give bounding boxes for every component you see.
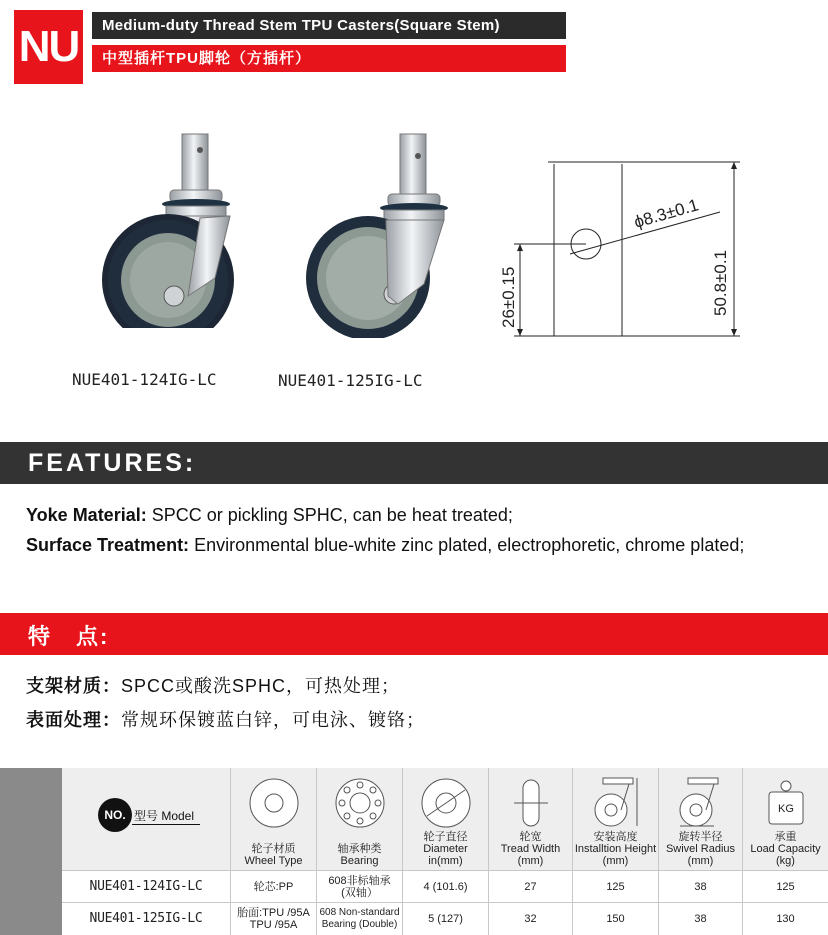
row-installation-height: 150	[572, 903, 658, 935]
header-bearing: 轴承种类 Bearing	[316, 768, 402, 870]
height-dimension-left: 26±0.15	[499, 266, 518, 328]
feature-yoke: Yoke Material: SPCC or pickling SPHC, can be heat treated;	[26, 505, 513, 525]
row-tread-width: 27	[488, 871, 572, 902]
row-bearing: 608非标轴承 (双轴）	[316, 871, 402, 902]
header-installation-height: 安装高度 Installtion Height (mm)	[572, 768, 658, 870]
features-cn-title: 特 点:	[28, 624, 110, 649]
table-row	[62, 902, 828, 935]
title-english: Medium-duty Thread Stem TPU Casters(Square Stem)	[92, 12, 566, 39]
row-swivel-radius: 38	[658, 871, 742, 902]
row-wheel-type: 轮芯:PP	[230, 871, 316, 902]
header-diameter: 轮子直径 Diameter in(mm)	[402, 768, 488, 870]
spec-table	[0, 768, 828, 935]
caster-image-124	[90, 128, 250, 328]
row-diameter: 4 (101.6)	[402, 871, 488, 902]
swivel-radius-icon	[674, 776, 728, 830]
row-tread-width: 32	[488, 903, 572, 935]
title-chinese: 中型插杆TPU脚轮（方插杆）	[92, 45, 566, 72]
row-bearing: 608 Non-standard Bearing (Double)	[316, 903, 402, 935]
model-header-underline	[132, 824, 200, 825]
row-wheel-type: 胎面:TPU /95A TPU /95A	[230, 903, 316, 935]
tread-width-icon	[504, 776, 558, 830]
row-load-capacity: 130	[742, 903, 828, 935]
stem-dimension-drawing	[490, 150, 750, 350]
model-header: 型号 Model	[134, 809, 195, 823]
table-side-column	[0, 768, 62, 935]
installation-height-icon	[589, 776, 643, 830]
bearing-icon	[333, 776, 387, 830]
table-row	[62, 870, 828, 902]
svg-text:KG: KG	[778, 803, 794, 815]
table-header	[62, 768, 828, 870]
product-label: NUE401-125IG-LC	[278, 371, 423, 390]
features-title: FEATURES:	[28, 449, 197, 477]
no-badge: NO.	[98, 798, 132, 832]
feature-surface: Surface Treatment: Environmental blue-white zinc plated, electrophoretic, chrome plated;	[26, 535, 745, 555]
row-swivel-radius: 38	[658, 903, 742, 935]
features-cn-banner	[0, 613, 828, 655]
hole-dimension: ϕ8.3±0.1	[631, 195, 701, 232]
row-diameter: 5 (127)	[402, 903, 488, 935]
row-installation-height: 125	[572, 871, 658, 902]
header-tread-width: 轮宽 Tread Width (mm)	[488, 768, 572, 870]
header-swivel-radius: 旋转半径 Swivel Radius (mm)	[658, 768, 742, 870]
row-model: NUE401-124IG-LC	[89, 878, 203, 894]
feature-cn-yoke: 支架材质：SPCC或酸洗SPHC，可热处理；	[26, 676, 401, 696]
wheel-type-icon	[247, 776, 301, 830]
row-model: NUE401-125IG-LC	[89, 911, 203, 926]
series-badge: NU	[14, 10, 83, 84]
load-capacity-icon	[759, 776, 813, 830]
diameter-icon	[419, 776, 473, 830]
product-label: NUE401-124IG-LC	[72, 370, 217, 389]
feature-cn-surface: 表面处理：常规环保镀蓝白锌，可电泳、镀铬；	[26, 710, 425, 730]
caster-image-125	[300, 128, 460, 338]
height-dimension-right: 50.8±0.1	[711, 249, 730, 316]
header-load-capacity: KG 承重 Load Capacity (kg)	[742, 768, 828, 870]
header-wheel-type: 轮子材质 Wheel Type	[230, 768, 316, 870]
row-load-capacity: 125	[742, 871, 828, 902]
